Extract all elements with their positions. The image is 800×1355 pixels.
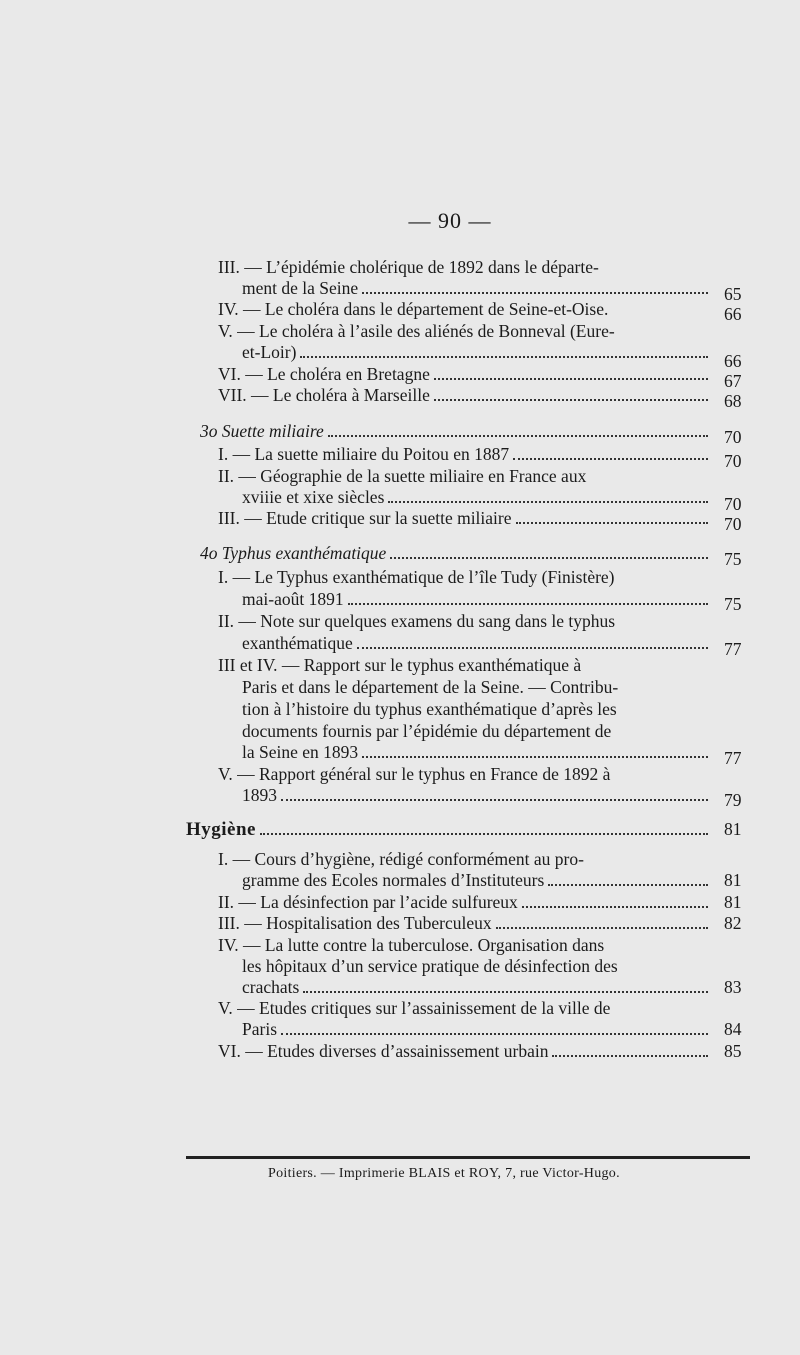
toc-page-number: 83 [724,977,742,997]
toc-entry-line: les hôpitaux d’un service pratique de désinfection des [242,956,618,976]
toc-entry-line: III. — Hospitalisation des Tuberculeux [218,912,712,934]
toc-page-number: 84 [724,1019,742,1039]
toc-page-number: 67 [724,371,742,391]
toc-page-number: 65 [724,284,742,304]
toc-entry-line: exanthématique [242,632,712,654]
toc-page-number: 81 [724,892,742,912]
toc-entry-line: VII. — Le choléra à Marseille [218,384,712,406]
toc-page-number: 79 [724,790,742,810]
toc-entry-line: II. — Note sur quelques examens du sang dans le typhus [218,611,616,631]
toc-page-number: 75 [724,549,742,569]
toc-entry-line: I. — Cours d’hygiène, rédigé conformément au pro- [218,849,584,869]
toc-entry-line: ment de la Seine [242,277,712,299]
toc-entry-line: crachats [242,976,712,998]
toc-entry-line: Paris et dans le département de la Seine. — Contribu- [242,677,619,697]
toc-page-number: 77 [724,639,742,659]
toc-section-heading: 4o Typhus exanthématique [200,542,712,564]
footer-rule [186,1156,750,1159]
toc-entry-line: III et IV. — Rapport sur le typhus exanthématique à [218,655,582,675]
toc-entry-line: 1893 [242,784,712,806]
toc-entry-line: II. — La désinfection par l’acide sulfureux [218,891,712,913]
printer-imprint: Poitiers. — Imprimerie BLAIS et ROY, 7, rue Victor-Hugo. [268,1166,620,1181]
toc-entry-line: et-Loir) [242,341,712,363]
toc-page-number: 77 [724,748,742,768]
toc-page-number: 75 [724,594,742,614]
toc-entry-line: II. — Géographie de la suette miliaire en France aux [218,466,587,486]
toc-entry-line: VI. — Etudes diverses d’assainissement urbain [218,1040,712,1062]
toc-entry-line: IV. — Le choléra dans le département de Seine-et-Oise. [218,299,609,319]
toc-entry-line: xviiie et xixe siècles [242,486,712,508]
toc-entry-line: tion à l’histoire du typhus exanthématique d’après les [242,699,617,719]
toc-page-number: 81 [724,819,742,839]
toc-page-number: 66 [724,304,742,324]
toc-entry-line: gramme des Ecoles normales d’Instituteurs [242,869,712,891]
toc-page-number: 70 [724,451,742,471]
toc-entry-line: documents fournis par l’épidémie du département de [242,721,612,741]
toc-page-number: 85 [724,1041,742,1061]
toc-page-number: 82 [724,913,742,933]
toc-page-number: 70 [724,427,742,447]
toc-page-number: 66 [724,351,742,371]
toc-entry-line: V. — Rapport général sur le typhus en France de 1892 à [218,764,611,784]
toc-page-number: 81 [724,870,742,890]
toc-page-number: 70 [724,494,742,514]
toc-page-number: 70 [724,514,742,534]
toc-entry-line: III. — L’épidémie cholérique de 1892 dans le départe- [218,257,599,277]
toc-entry-line: III. — Etude critique sur la suette miliaire [218,507,712,529]
toc-chapter-heading: Hygiène [186,818,712,840]
toc-section-heading: 3o Suette miliaire [200,420,712,442]
toc-entry-line: V. — Le choléra à l’asile des aliénés de Bonneval (Eure- [218,321,615,341]
toc-entry-line: V. — Etudes critiques sur l’assainissement de la ville de [218,998,611,1018]
toc-entry-line: IV. — La lutte contre la tuberculose. Organisation dans [218,935,605,955]
toc-page-number: 68 [724,391,742,411]
toc-entry-line: Paris [242,1018,712,1040]
toc-entry-line: mai-août 1891 [242,588,712,610]
toc-entry-line: I. — La suette miliaire du Poitou en 1887 [218,443,712,465]
toc-entry-line: I. — Le Typhus exanthématique de l’île Tudy (Finistère) [218,567,615,587]
toc-entry-line: VI. — Le choléra en Bretagne [218,363,712,385]
page-number: — 90 — [408,208,492,233]
toc-entry-line: la Seine en 1893 [242,741,712,763]
